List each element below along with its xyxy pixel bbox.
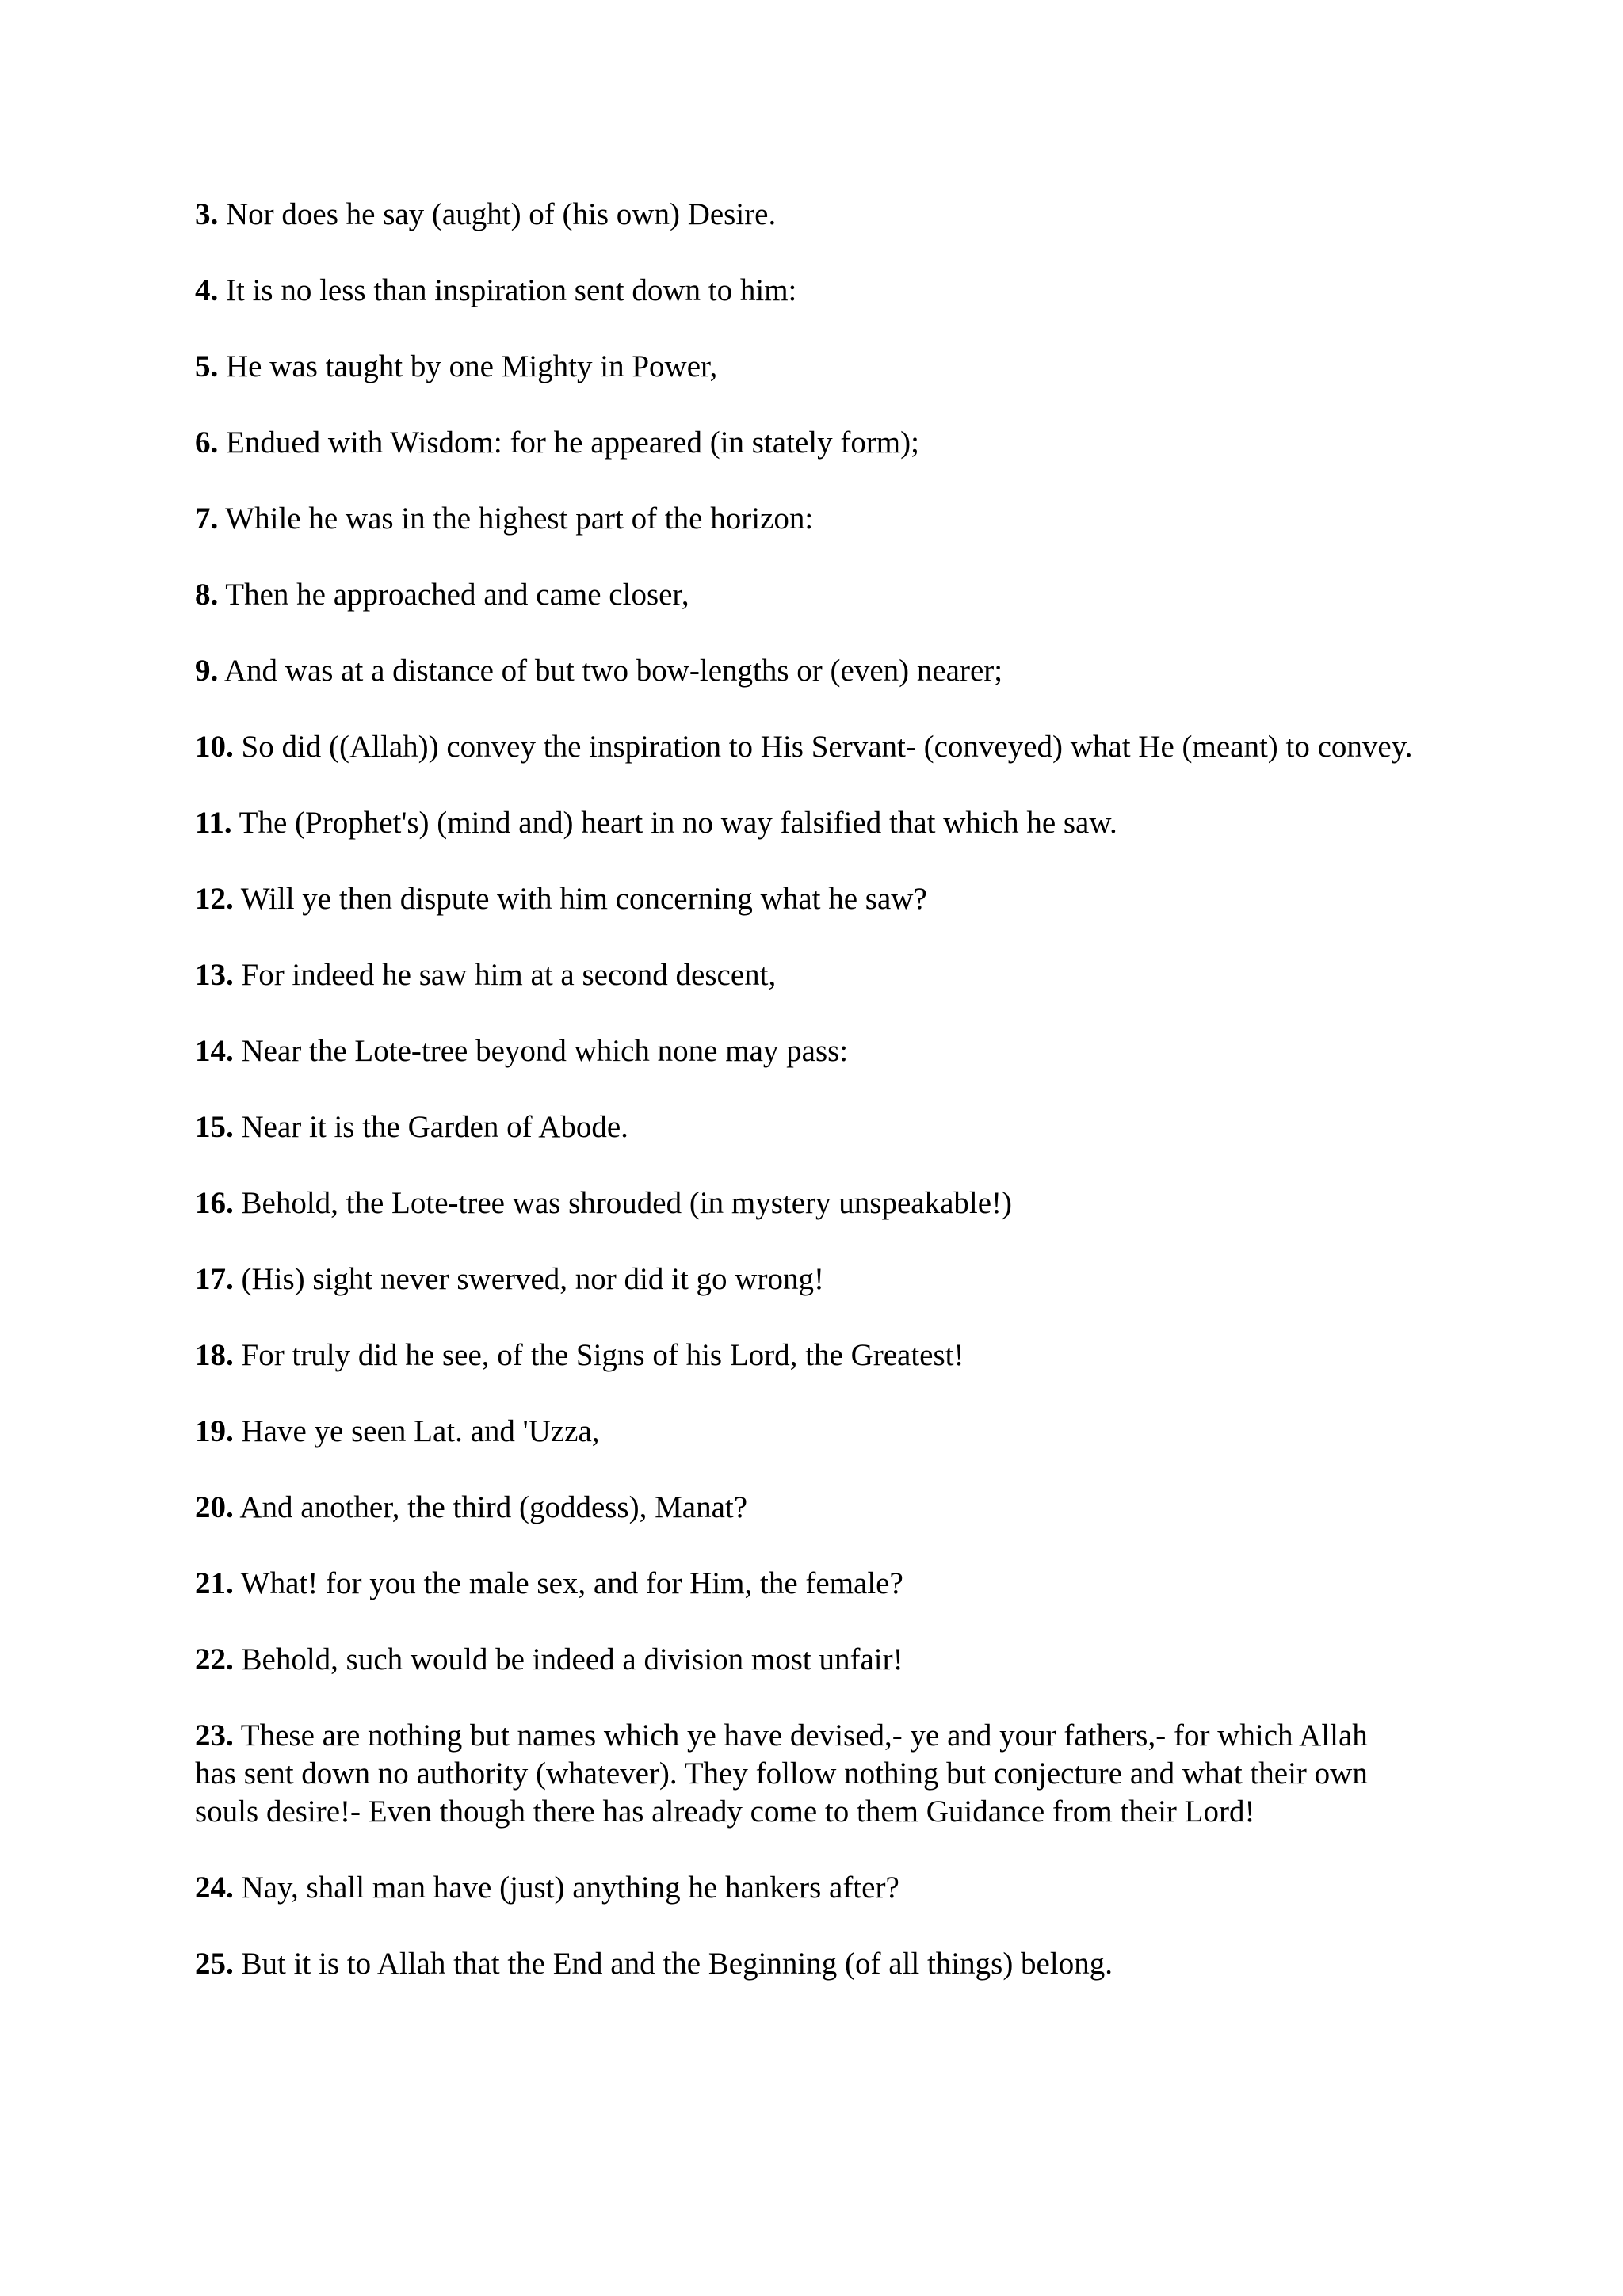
verse-number: 20. xyxy=(195,1490,234,1524)
verse-paragraph xyxy=(195,1032,1415,1070)
verse-number: 15. xyxy=(195,1110,234,1144)
verse-text: He was taught by one Mighty in Power, xyxy=(226,349,718,383)
verse-number: 11. xyxy=(195,806,232,840)
verse-text: And was at a distance of but two bow-lengths or (even) nearer; xyxy=(223,654,1003,688)
verse-paragraph xyxy=(195,1108,1415,1146)
verse-text: Have ye seen Lat. and 'Uzza, xyxy=(241,1414,600,1448)
verse-text: But it is to Allah that the End and the Beginning (of all things) belong. xyxy=(241,1947,1113,1981)
verse-text: For indeed he saw him at a second descent, xyxy=(241,958,777,992)
verse-number: 13. xyxy=(195,958,234,992)
verse-paragraph xyxy=(195,1337,1415,1375)
verse-number: 10. xyxy=(195,730,234,764)
verse-number: 9. xyxy=(195,654,219,688)
verse-number: 22. xyxy=(195,1642,234,1676)
verse-paragraph xyxy=(195,500,1415,538)
verse-paragraph xyxy=(195,272,1415,310)
verse-paragraph xyxy=(195,1869,1415,1907)
verse-paragraph xyxy=(195,1945,1415,1983)
verse-text: While he was in the highest part of the horizon: xyxy=(225,502,814,536)
verse-number: 8. xyxy=(195,578,219,612)
verse-number: 5. xyxy=(195,349,219,383)
verse-text: Endued with Wisdom: for he appeared (in stately form); xyxy=(226,425,919,460)
verse-number: 18. xyxy=(195,1338,234,1372)
verse-number: 12. xyxy=(195,882,234,916)
verse-number: 4. xyxy=(195,273,219,307)
verse-paragraph xyxy=(195,1413,1415,1451)
verse-paragraph xyxy=(195,956,1415,994)
verse-list xyxy=(195,196,1415,2021)
verse-number: 17. xyxy=(195,1262,234,1296)
verse-text: Behold, such would be indeed a division most unfair! xyxy=(241,1642,903,1676)
verse-text: It is no less than inspiration sent down to him: xyxy=(226,273,797,307)
verse-number: 7. xyxy=(195,502,219,536)
verse-text: The (Prophet's) (mind and) heart in no way falsified that which he saw. xyxy=(239,806,1117,840)
verse-paragraph xyxy=(195,424,1415,462)
verse-number: 6. xyxy=(195,425,219,460)
verse-number: 19. xyxy=(195,1414,234,1448)
verse-number: 21. xyxy=(195,1566,234,1600)
verse-number: 16. xyxy=(195,1186,234,1220)
verse-number: 25. xyxy=(195,1947,234,1981)
verse-number: 14. xyxy=(195,1034,234,1068)
verse-paragraph xyxy=(195,804,1415,842)
verse-number: 23. xyxy=(195,1718,234,1753)
verse-text: Nay, shall man have (just) anything he hankers after? xyxy=(241,1871,899,1905)
verse-paragraph xyxy=(195,1261,1415,1299)
verse-text: What! for you the male sex, and for Him, the female? xyxy=(240,1566,903,1600)
verse-paragraph xyxy=(195,1489,1415,1527)
verse-text: Will ye then dispute with him concerning what he saw? xyxy=(240,882,927,916)
verse-text: For truly did he see, of the Signs of his Lord, the Greatest! xyxy=(241,1338,964,1372)
verse-text: Behold, the Lote-tree was shrouded (in mystery unspeakable!) xyxy=(241,1186,1013,1220)
verse-text: So did ((Allah)) convey the inspiration to His Servant- (conveyed) what He (meant) to convey. xyxy=(241,730,1413,764)
verse-number: 3. xyxy=(195,197,219,231)
verse-text: Near it is the Garden of Abode. xyxy=(241,1110,628,1144)
verse-paragraph xyxy=(195,348,1415,386)
verse-text: And another, the third (goddess), Manat? xyxy=(239,1490,748,1524)
verse-paragraph xyxy=(195,1641,1415,1679)
verse-paragraph xyxy=(195,728,1415,766)
verse-paragraph xyxy=(195,1717,1415,1831)
verse-text: Nor does he say (aught) of (his own) Desire. xyxy=(226,197,777,231)
verse-paragraph xyxy=(195,1184,1415,1222)
verse-text: These are nothing but names which ye have devised,- ye and your fathers,- for which Allah has sent down no authority (whatever). They follow nothing but conjecture and what their own souls desire!- Even though there has already come to them Guidance from their Lord! xyxy=(195,1718,1368,1829)
verse-paragraph xyxy=(195,652,1415,690)
verse-paragraph xyxy=(195,196,1415,234)
verse-text: Then he approached and came closer, xyxy=(225,578,689,612)
verse-paragraph xyxy=(195,576,1415,614)
verse-text: Near the Lote-tree beyond which none may pass: xyxy=(241,1034,849,1068)
verse-paragraph xyxy=(195,1565,1415,1603)
verse-number: 24. xyxy=(195,1871,234,1905)
verse-paragraph xyxy=(195,880,1415,918)
verse-text: (His) sight never swerved, nor did it go wrong! xyxy=(241,1262,824,1296)
